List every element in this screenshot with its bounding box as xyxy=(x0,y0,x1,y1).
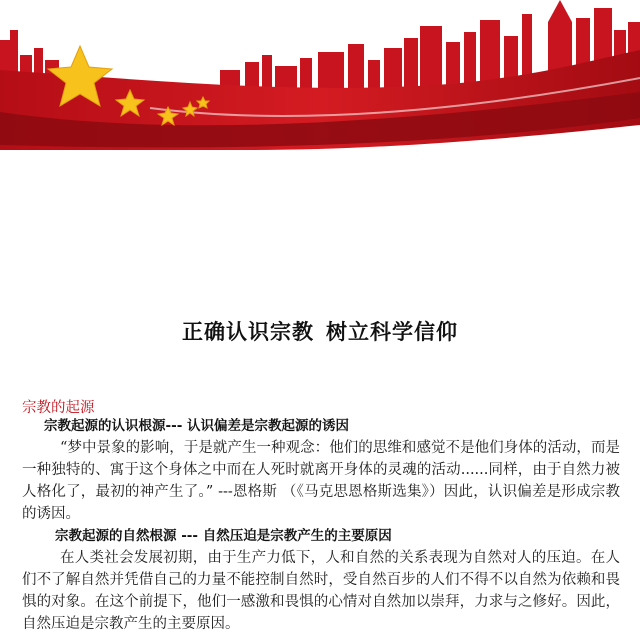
title-part-1: 正确认识宗教 xyxy=(182,320,314,344)
page-title xyxy=(0,316,640,346)
subheading-natural-root: 宗教起源的自然根源 --- 自然压迫是宗教产生的主要原因 xyxy=(55,528,392,544)
header-banner xyxy=(0,0,640,150)
paragraph-natural-oppression: 在人类社会发展初期，由于生产力低下，人和自然的关系表现为自然对人的压迫。在人们不了解自然并凭借自己的力量不能控制自然时，受自然百步的人们不得不以自然为依赖和畏惧的对象。在这个前提下，他们一感激和畏惧的心情对自然加以崇拜，力求与之修好。因此，自然压迫是宗教产生的主要原因。 xyxy=(22,550,620,632)
subheading-cognitive-root: 宗教起源的认识根源--- 认识偏差是宗教起源的诱因 xyxy=(44,418,350,434)
article-body xyxy=(22,415,620,635)
title-part-2: 树立科学信仰 xyxy=(326,320,458,344)
section-heading: 宗教的起源 xyxy=(22,400,95,416)
paragraph-engels-quote: “梦中景象的影响，于是就产生一种观念：他们的思维和感觉不是他们身体的活动，而是一种独特的、寓于这个身体之中而在人死时就离开身体的灵魂的活动......同样，由于自然力被人格化了，最初的神产生了。” ---恩格斯 （《马克思恩格斯选集》）因此，认识偏差是形成宗教的诱因。 xyxy=(22,440,620,522)
